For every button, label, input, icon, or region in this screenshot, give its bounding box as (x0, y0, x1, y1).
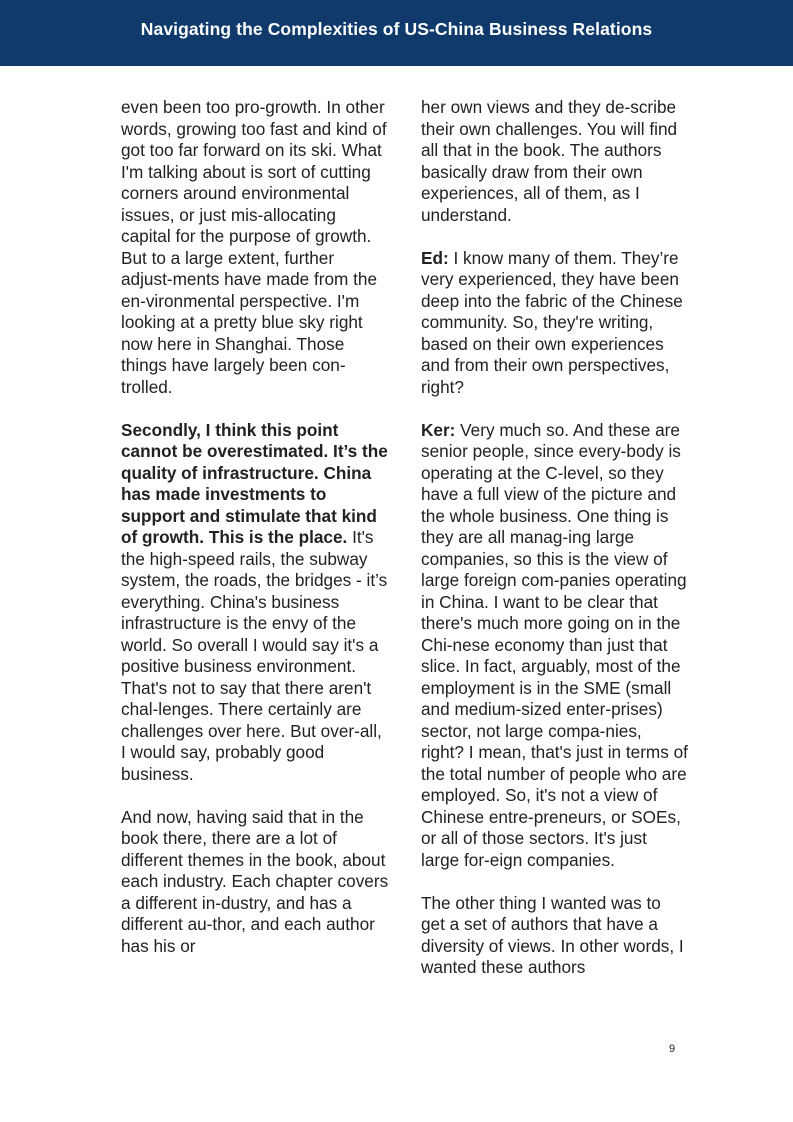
speaker-label-ed: Ed: (421, 247, 449, 268)
page-header-title: Navigating the Complexities of US-China Business Relations (140, 19, 653, 39)
right-paragraph-4: The other thing I wanted was to get a set of authors that have a diversity of views. In other words, I wanted these authors (421, 892, 684, 977)
page-number: 9 (668, 1043, 676, 1055)
left-column (121, 97, 389, 957)
right-paragraph-3 (421, 420, 689, 872)
emphasized-text: Secondly, I think this point cannot be overestimated. It’s the quality of infrastructure. China has made investments to support and stimulate that kind of growth. This is the place. (121, 419, 388, 547)
left-paragraph-1: even been too pro-growth. In other words, growing too fast and kind of got too far forward on its ski. What I'm talking about is sort of cutting corners around environmental issues, or just mis-allocating capital for the purpose of growth. But to a large extent, further adjust-ments have made from the en-vironmental perspective. I'm looking at a pretty blue sky right now here in Shanghai. Those things have largely been con-trolled. (121, 97, 387, 397)
right-column (421, 97, 689, 979)
left-paragraph-2 (121, 420, 389, 786)
right-paragraph-1: her own views and they de-scribe their own challenges. You will find all that in the book. The authors basically draw from their own experiences, all of them, as I understand. (421, 97, 678, 225)
header-bar (0, 0, 793, 66)
speaker-label-ker: Ker: (421, 419, 456, 440)
left-paragraph-3: And now, having said that in the book there, there are a lot of different themes in the book, about each industry. Each chapter covers a different in-dustry, and has a different au-thor, and each author has his or (121, 806, 389, 956)
paragraph-text: I know many of them. They’re very experienced, they have been deep into the fabric of the Chinese community. So, they're writing, based on their own experiences and from their own perspectives, right? (421, 247, 683, 397)
paragraph-text: Very much so. And these are senior people, since every-body is operating at the C-level, so they have a full view of the picture and the whole business. One thing is they are all manag-ing large companies, so this is the view of large foreign com-panies operating in China. I want to be clear that there's much more going on in the Chi-nese economy than just that slice. In fact, arguably, most of the employment is in the SME (small and medium-sized enter-prises) sector, not large compa-nies, right? I mean, that's just in terms of the total number of people who are employed. So, it's not a view of Chinese entre-preneurs, or SOEs, or all of those sectors. It's just large for-eign companies. (421, 419, 688, 870)
right-paragraph-2 (421, 248, 689, 399)
paragraph-text: It's the high-speed rails, the subway system, the roads, the bridges - it’s everything. China's business infrastructure is the envy of the world. So overall I would say it's a positive business environment. That's not to say that there aren't chal-lenges. There certainly are challenges over here. But over-all, I would say, probably good business. (121, 527, 388, 784)
